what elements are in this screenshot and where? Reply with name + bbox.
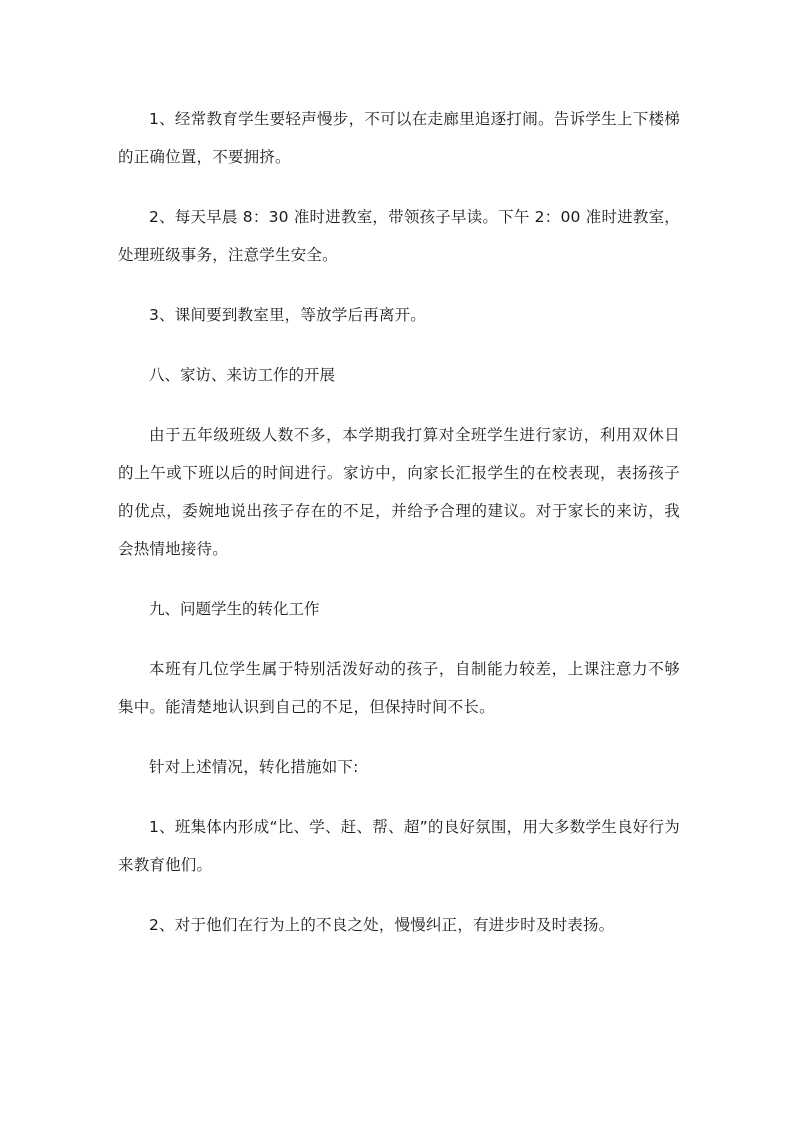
- paragraph-safety-1: 1、经常教育学生要轻声慢步，不可以在走廊里追逐打闹。告诉学生上下楼梯的正确位置，不要拥挤。: [118, 110, 680, 166]
- paragraph-safety-3: 3、课间要到教室里，等放学后再离开。: [149, 306, 426, 324]
- paragraph-safety-2: 2、每天早晨 8：30 准时进教室，带领孩子早读。下午 2：00 准时进教室，处理班级事务，注意学生安全。: [118, 208, 680, 264]
- paragraph-measures-intro: 针对上述情况，转化措施如下:: [149, 758, 359, 776]
- paragraph-home-visits: 由于五年级班级人数不多，本学期我打算对全班学生进行家访，利用双休日的上午或下班以后的时间进行。家访中，向家长汇报学生的在校表现，表扬孩子的优点，委婉地说出孩子存在的不足，并给予合理的建议。对于家长的来访，我会热情地接待。: [118, 426, 680, 558]
- section-heading-problem-students: 九、问题学生的转化工作: [149, 600, 320, 618]
- paragraph-problem-students: 本班有几位学生属于特别活泼好动的孩子，自制能力较差，上课注意力不够集中。能清楚地认识到自己的不足，但保持时间不长。: [118, 660, 680, 716]
- document-body: [118, 100, 680, 966]
- paragraph-measure-1: 1、班集体内形成“比、学、赶、帮、超”的良好氛围，用大多数学生良好行为来教育他们。: [118, 818, 680, 874]
- paragraph-measure-2: 2、对于他们在行为上的不良之处，慢慢纠正，有进步时及时表扬。: [149, 916, 615, 934]
- section-heading-home-visits: 八、家访、来访工作的开展: [149, 366, 336, 384]
